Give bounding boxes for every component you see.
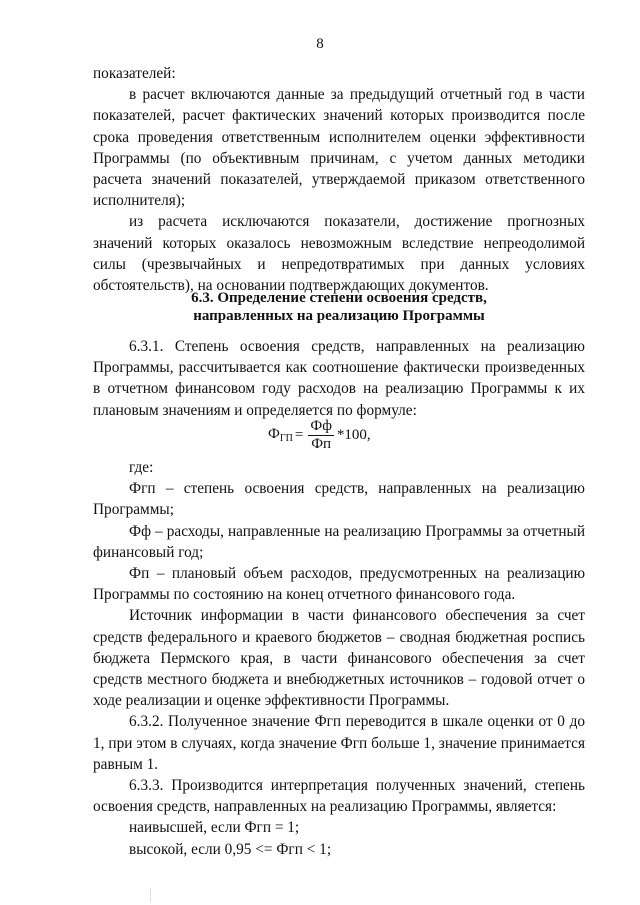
- definition-fgp: Фгп – степень освоения средств, направленных на реализацию Программы;: [93, 480, 585, 519]
- formula-lhs: $Ф_{ГП}$: [268, 426, 293, 444]
- paragraph-6-3-3: 6.3.3. Производится интерпретация полученных значений, степень освоения средств, направленных на реализацию Программы, является:: [93, 777, 585, 816]
- where-label: где:: [129, 459, 154, 476]
- scan-artifact: [150, 888, 151, 902]
- section-heading: [93, 289, 585, 325]
- level-high: высокой, если 0,95 <= Фгп < 1;: [129, 840, 332, 858]
- formula-tail: *100,: [336, 426, 371, 443]
- text-block-definitions: [93, 457, 585, 860]
- definition-ff: Фф – расходы, направленные на реализацию Программы за отчетный финансовый год;: [93, 522, 585, 561]
- page-number: 8: [316, 36, 324, 52]
- formula-fraction: [308, 418, 334, 453]
- definition-fp: Фп – плановый объем расходов, предусмотренных на реализацию Программы по состоянию на конец отчетного финансового года.: [93, 565, 585, 604]
- paragraph-include-data: в расчет включаются данные за предыдущий отчетный год в части показателей, расчет фактических значений которых производится после срока проведения ответственным исполнителем оценки эффективности Программы (по объективным причинам, с учетом данных методики расчета значений показателей, утверждаемой приказом ответственного исполнителя);: [93, 86, 585, 210]
- text-block-top: [93, 63, 585, 296]
- section-heading-line1: 6.3. Определение степени освоения средств,: [191, 290, 487, 306]
- paragraph-continuation: показателей:: [93, 65, 176, 82]
- paragraph-6-3-2: 6.3.2. Полученное значение Фгп переводится в шкале оценки от 0 до 1, при этом в случаях, когда значение Фгп больше 1, значение принимается равным 1.: [93, 713, 585, 773]
- paragraph-source: Источник информации в части финансового обеспечения за счет средств федерального и краевого бюджетов – сводная бюджетная роспись бюджета Пермского края, в части финансового обеспечения за счет средств местного бюджета и внебюджетных источников – годовой отчет о ходе реализации и оценке эффективности Программы.: [93, 607, 585, 710]
- text-block-631: [93, 336, 585, 421]
- level-highest: наивысшей, если Фгп = 1;: [129, 819, 300, 837]
- paragraph-exclude-indicators: из расчета исключаются показатели, достижение прогнозных значений которых оказалось невозможным вследствие непреодолимой силы (чрезвычайных и непредотвратимых при данных условиях обстоятельств), на основании подтверждающих документов.: [93, 213, 585, 295]
- section-heading-line2: направленных на реализацию Программы: [193, 308, 485, 324]
- paragraph-6-3-1: 6.3.1. Степень освоения средств, направленных на реализацию Программы, рассчитывается как соотношение фактически произведенных в отчетном финансовом году расходов на реализацию Программы к их плановым значениям и определяется по формуле:: [93, 338, 585, 419]
- formula-equals: =: [294, 426, 304, 443]
- formula-denominator: Фп: [311, 435, 332, 452]
- formula-numerator: Фф: [310, 417, 332, 434]
- formula-lhs-subscript: ГП: [279, 433, 293, 444]
- formula: [268, 415, 371, 455]
